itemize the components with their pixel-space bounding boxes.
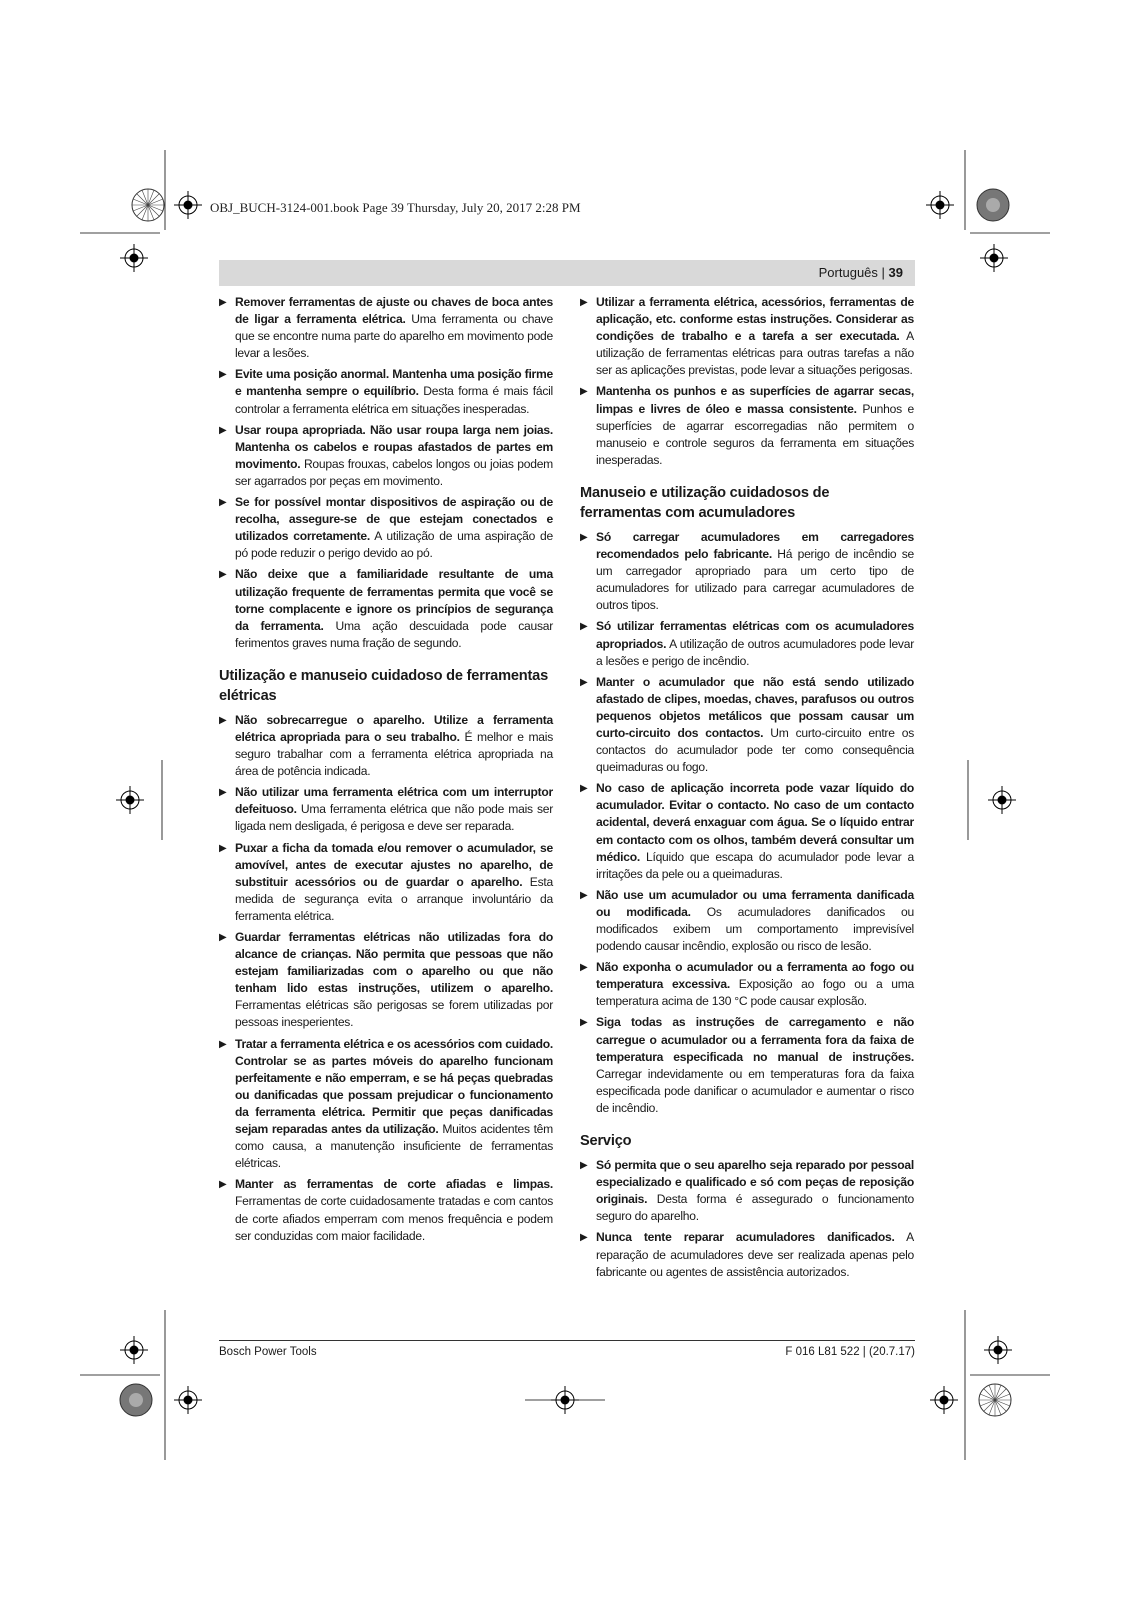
bullet-arrow-icon: ▶ (219, 497, 227, 509)
item-body-text: Desta forma é assegurado o funcionamento seguro do aparelho. (596, 1192, 914, 1224)
item-body-text: A utilização de outros acumuladores pode levar a lesões e perigo de incêndio. (596, 636, 914, 668)
registration-starburst (132, 189, 164, 221)
section-heading: Utilização e manuseio cuidadoso de ferramentas elétricas (219, 667, 548, 704)
bullet-arrow-icon: ▶ (219, 424, 227, 436)
item-bold-text: Guardar ferramentas elétricas não utilizadas fora do alcance de crianças. Não permita que pessoas que não estejam familiarizadas com o aparelho ou que não tenham lido estas instruções, utilizem o aparelho. (235, 930, 553, 996)
bullet-arrow-icon: ▶ (580, 1160, 588, 1172)
item-bold-text: Manter as ferramentas de corte afiadas e limpas. (235, 1177, 553, 1192)
registration-crosshair (926, 191, 954, 219)
item-bold-text: Nunca tente reparar acumuladores danificados. (596, 1230, 895, 1245)
item-bold-text: Evite uma posição anormal. Mantenha uma posição firme e mantenha sempre o equilíbrio. (235, 367, 553, 399)
bullet-arrow-icon: ▶ (580, 1017, 588, 1029)
item-bold-text: Mantenha os punhos e as superfícies de agarrar secas, limpas e livres de óleo e massa consistente. (596, 384, 914, 416)
item-body-text: Roupas frouxas, cabelos longos ou joias podem ser agarrados por peças em movimento. (235, 456, 553, 488)
registration-crosshair (120, 244, 148, 272)
bullet-arrow-icon: ▶ (580, 297, 588, 308)
item-bold-text: Utilizar a ferramenta elétrica, acessórios, ferramentas de aplicação, etc. conforme estas instruções. Considerar as condições de trabalho e a tarefa a ser executada. (596, 295, 914, 344)
bullet-arrow-icon: ▶ (219, 369, 227, 381)
item-body-text: A utilização de uma aspiração de pó pode reduzir o perigo devido ao pó. (235, 529, 553, 561)
item-bold-text: Não use um acumulador ou uma ferramenta danificada ou modificada. (596, 887, 914, 919)
item-bold-text: No caso de aplicação incorreta pode vazar líquido do acumulador. Evitar o contacto. No caso de um contacto acidental, deverá enxaguar com água. Se o líquido entrar em contacto com os olhos, também deverá consultar um médico. (596, 781, 914, 864)
footer-publisher: Bosch Power Tools (219, 1346, 317, 1358)
item-body-text: Uma ferramenta elétrica que não pode mais ser ligada nem desligada, é perigosa e deve ser reparada. (235, 802, 553, 834)
bullet-arrow-icon: ▶ (219, 787, 227, 799)
item-body-text: A utilização de ferramentas elétricas para outras tarefas a não ser as aplicações previstas, pode levar a situações perigosas. (596, 329, 914, 378)
item-body-text: Ferramentas de corte cuidadosamente tratadas e com cantos de corte afiados emperram com menos frequência e podem ser conduzidas com maior facilidade. (235, 1194, 553, 1243)
item-body-text: Esta medida de segurança evita o arranque involuntário da ferramenta elétrica. (235, 874, 553, 923)
bullet-arrow-icon: ▶ (580, 889, 588, 901)
item-bold-text: Não deixe que a familiaridade resultante de uma utilização frequente de ferramentas permita que você se torne complacente e ignore os princípios de segurança da ferramenta. (235, 567, 553, 633)
item-bold-text: Siga todas as instruções de carregamento e não carregue o acumulador ou a ferramenta fora da faixa de temperatura especificada no manual de instruções. (596, 1015, 914, 1064)
registration-crosshair (174, 191, 202, 219)
page-language: Português (818, 265, 878, 280)
bullet-arrow-icon: ▶ (580, 621, 588, 633)
section-heading: Manuseio e utilização cuidadosos de ferramentas com acumuladores (580, 484, 830, 521)
print-header: OBJ_BUCH-3124-001.book Page 39 Thursday, July 20, 2017 2:28 PM (210, 200, 581, 215)
page-number: 39 (888, 265, 903, 280)
bullet-arrow-icon: ▶ (580, 783, 588, 795)
bullet-arrow-icon: ▶ (580, 531, 588, 543)
item-body-text: Desta forma é mais fácil controlar a ferramenta elétrica em situações inesperadas. (235, 384, 553, 416)
item-body-text: Os acumuladores danificados ou modificados exibem um comportamento imprevisível podendo causar incêndio, explosão ou risco de lesão. (596, 904, 914, 954)
item-bold-text: Tratar a ferramenta elétrica e os acessórios com cuidado. Controlar se as partes móveis do aparelho funcionam perfeitamente e não emperram, e se há peças quebradas ou danificadas que possam prejudicar o funcionamento da ferramenta elétrica. Permitir que peças danificadas sejam reparadas antes da utilização. (235, 1036, 553, 1137)
item-bold-text: Manter o acumulador que não está sendo utilizado afastado de clipes, moedas, chaves, parafusos ou outros pequenos objetos metálicos que possam causar um curto-circuito dos contactos. (596, 674, 914, 740)
footer-document-code: F 016 L81 522 | (20.7.17) (785, 1346, 915, 1358)
item-bold-text: Puxar a ficha da tomada e/ou remover o acumulador, se amovível, antes de executar ajustes no aparelho, de substituir acessórios ou de guardar o aparelho. (235, 840, 553, 889)
item-bold-text: Remover ferramentas de ajuste ou chaves de boca antes de ligar a ferramenta elétrica. (235, 295, 553, 327)
item-body-text: Punhos e superfícies de agarrar escorregadias não permitem o manuseio e controle seguros da ferramenta em situações inesperadas. (596, 401, 914, 467)
item-body-text: Um curto-circuito entre os contactos do acumulador pode ter como consequência queimaduras ou fogo. (596, 725, 914, 775)
bullet-arrow-icon: ▶ (219, 1038, 227, 1050)
bullet-arrow-icon: ▶ (580, 1232, 588, 1244)
registration-crosshair (988, 786, 1016, 814)
item-bold-text: Só utilizar ferramentas elétricas com os acumuladores apropriados. (596, 619, 914, 651)
registration-starburst (979, 1384, 1011, 1416)
item-bold-text: Não utilizar uma ferramenta elétrica com um interruptor defeituoso. (235, 785, 553, 817)
registration-crosshair (120, 1336, 148, 1364)
bullet-arrow-icon: ▶ (219, 297, 227, 308)
section-heading: Serviço (580, 1133, 632, 1150)
registration-crosshair (930, 1386, 958, 1414)
registration-starburst (977, 189, 1009, 221)
item-body-text: Há perigo de incêndio se um carregador apropriado para um certo tipo de acumuladores for utilizado para carregar acumuladores de outros tipos. (596, 547, 914, 613)
bullet-arrow-icon: ▶ (580, 386, 588, 398)
item-body-text: Muitos acidentes têm como causa, a manutenção insuficiente de ferramentas elétricas. (235, 1122, 553, 1171)
item-bold-text: Não sobrecarregue o aparelho. Utilize a ferramenta elétrica apropriada para o seu trabalho. (235, 712, 553, 744)
item-body-text: Ferramentas elétricas são perigosas se forem utilizadas por pessoas inesperientes. (235, 998, 553, 1030)
registration-crosshair (174, 1386, 202, 1414)
registration-crosshair (116, 786, 144, 814)
bullet-arrow-icon: ▶ (219, 714, 227, 726)
item-bold-text: Só permita que o seu aparelho seja reparado por pessoal especializado e qualificado e só com peças de reposição originais. (596, 1158, 914, 1207)
registration-starburst (120, 1384, 152, 1416)
bullet-arrow-icon: ▶ (580, 676, 588, 688)
item-body-text: Uma ação descuidada pode causar ferimentos graves numa fração de segundo. (235, 618, 553, 650)
item-body-text: É melhor e mais seguro trabalhar com a ferramenta elétrica apropriada na área de potência indicada. (235, 729, 553, 779)
item-bold-text: Se for possível montar dispositivos de aspiração ou de recolha, assegure-se de que estejam conectados e utilizados corretamente. (235, 495, 553, 544)
bullet-arrow-icon: ▶ (219, 842, 227, 854)
item-body-text: A reparação de acumuladores deve ser realizada apenas pelo fabricante ou agentes de assistência autorizados. (596, 1230, 914, 1279)
bullet-arrow-icon: ▶ (219, 932, 227, 943)
item-body-text: Exposição ao fogo ou a uma temperatura acima de 130 °C pode causar explosão. (596, 977, 914, 1009)
item-bold-text: Não exponha o acumulador ou a ferramenta ao fogo ou temperatura excessiva. (596, 960, 914, 992)
page-header-text: Português | 39 (818, 265, 903, 280)
item-bold-text: Só carregar acumuladores em carregadores recomendados pelo fabricante. (596, 529, 914, 562)
bullet-arrow-icon: ▶ (219, 1179, 227, 1191)
item-body-text: Líquido que escapa do acumulador pode levar a irritações da pele ou a queimaduras. (596, 849, 914, 881)
item-body-text: Uma ferramenta ou chave que se encontre numa parte do aparelho em movimento pode levar a lesões. (235, 312, 553, 361)
bullet-arrow-icon: ▶ (580, 962, 588, 974)
bullet-arrow-icon: ▶ (219, 569, 227, 581)
registration-crosshair (984, 1336, 1012, 1364)
item-body-text: Carregar indevidamente ou em temperaturas fora da faixa especificada pode danificar o acumulador e aumentar o risco de incêndio. (596, 1066, 914, 1115)
registration-crosshair (980, 244, 1008, 272)
item-bold-text: Usar roupa apropriada. Não usar roupa larga nem joias. Mantenha os cabelos e roupas afastados de partes em movimento. (235, 422, 553, 471)
